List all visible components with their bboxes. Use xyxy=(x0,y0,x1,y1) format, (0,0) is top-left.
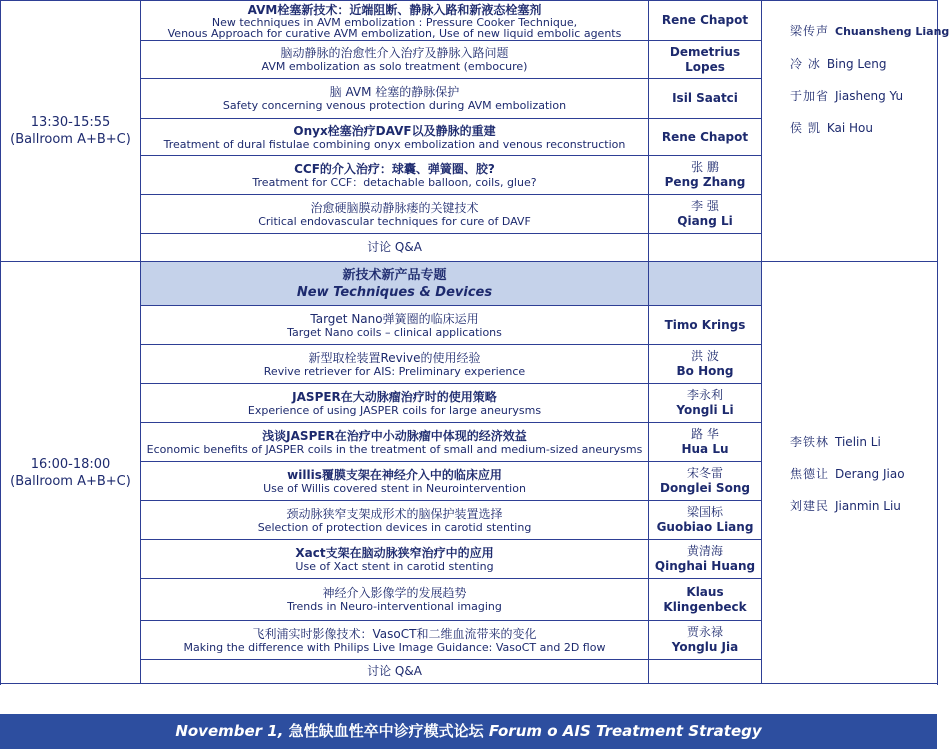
speaker-name: Bo Hong xyxy=(676,364,734,378)
talk-speaker xyxy=(649,306,762,345)
talk-speaker xyxy=(649,195,762,234)
table-row xyxy=(1,1,938,41)
talk-title-en: Use of Willis covered stent in Neurointervention xyxy=(263,481,526,495)
moderator: 刘建民 Jianmin Liu xyxy=(790,499,901,513)
session1-time-cell xyxy=(1,1,141,262)
talk-topic xyxy=(141,156,649,195)
talk-topic xyxy=(141,119,649,156)
talk-title-cn: 颈动脉狭窄支架成形术的脑保护装置选择 xyxy=(286,506,503,521)
talk-topic xyxy=(141,621,649,660)
banner-title-cn: 急性缺血性卒中诊疗模式论坛 xyxy=(288,722,484,740)
speaker-name: Yonglu Jia xyxy=(671,640,739,654)
section-heading-speaker xyxy=(649,262,762,306)
next-day-banner xyxy=(0,714,937,749)
qa-cell xyxy=(141,660,649,684)
talk-speaker xyxy=(649,1,762,41)
speaker-name: Qinghai Huang xyxy=(654,559,756,573)
talk-topic xyxy=(141,1,649,41)
speaker-name: Timo Krings xyxy=(664,317,746,332)
talk-title-en: AVM embolization as solo treatment (embocure) xyxy=(261,60,528,73)
talk-title-en: Safety concerning venous protection during AVM embolization xyxy=(222,99,567,112)
empty-speaker-cell xyxy=(649,660,762,684)
qa-label: 讨论 Q&A xyxy=(367,240,422,254)
speaker-name-cn: 路 华 xyxy=(691,427,719,441)
talk-speaker xyxy=(649,79,762,119)
talk-topic xyxy=(141,501,649,540)
talk-topic xyxy=(141,41,649,79)
talk-speaker xyxy=(649,540,762,579)
talk-topic xyxy=(141,306,649,345)
speaker-name: Rene Chapot xyxy=(661,129,749,144)
speaker-name: Donglei Song xyxy=(660,481,750,495)
section-heading-en: New Techniques & Devices xyxy=(296,284,493,300)
talk-title-cn: 脑动静脉的治愈性介入治疗及静脉入路问题 xyxy=(280,46,509,60)
talk-title-cn: AVM栓塞新技术：近端阻断、静脉入路和新液态栓塞剂 xyxy=(247,2,542,17)
talk-speaker xyxy=(649,119,762,156)
talk-topic xyxy=(141,462,649,501)
speaker-name: Isil Saatci xyxy=(672,91,738,105)
session-room: (Ballroom A+B+C) xyxy=(10,132,131,147)
talk-speaker xyxy=(649,621,762,660)
talk-title-en: Trends in Neuro-interventional imaging xyxy=(287,600,502,613)
speaker-name-cn: 李永利 xyxy=(686,388,723,402)
table-row xyxy=(1,262,938,306)
talk-title-en: Treatment for CCF：detachable balloon, coils, glue? xyxy=(252,175,537,189)
moderator: 冷 冰 Bing Leng xyxy=(790,57,887,71)
qa-label: 讨论 Q&A xyxy=(367,664,422,678)
talk-title-cn: 飞利浦实时影像技术：VasoCT和二维血流带来的变化 xyxy=(252,626,537,641)
talk-title-en-line2: Venous Approach for curative AVM embolization, Use of new liquid embolic agents xyxy=(167,26,622,40)
talk-title-cn: 治愈硬脑膜动静脉瘘的关键技术 xyxy=(310,200,479,215)
speaker-name-cn: 梁国标 xyxy=(686,505,723,519)
talk-topic xyxy=(141,79,649,119)
empty-speaker-cell xyxy=(649,234,762,262)
talk-speaker xyxy=(649,501,762,540)
moderator: 焦德让 Derang Jiao xyxy=(790,467,905,481)
session-room: (Ballroom A+B+C) xyxy=(10,473,131,489)
talk-title-en: Critical endovascular techniques for cure of DAVF xyxy=(258,214,531,228)
talk-title-cn: CCF的介入治疗：球囊、弹簧圈、胶? xyxy=(294,161,495,176)
talk-title-en: New techniques in AVM embolization : Pressure Cooker Technique, xyxy=(211,15,578,29)
talk-speaker xyxy=(649,156,762,195)
speaker-name: Qiang Li xyxy=(677,214,733,228)
speaker-name-cn: 贾永禄 xyxy=(686,625,723,639)
talk-topic xyxy=(141,540,649,579)
talk-title-en: Making the difference with Philips Live Image Guidance: VasoCT and 2D flow xyxy=(183,640,606,654)
qa-cell xyxy=(141,234,649,262)
talk-title-cn: Target Nano弹簧圈的临床运用 xyxy=(310,311,479,326)
moderator: 李铁林 Tielin Li xyxy=(790,435,881,449)
talk-title-en: Target Nano coils – clinical applications xyxy=(287,325,502,339)
speaker-name: Peng Zhang xyxy=(664,175,746,189)
speaker-name: Hua Lu xyxy=(681,442,729,456)
speaker-name: Klaus Klingenbeck xyxy=(663,584,747,614)
talk-title-cn: Xact支架在脑动脉狭窄治疗中的应用 xyxy=(295,545,494,560)
talk-speaker xyxy=(649,41,762,79)
talk-speaker xyxy=(649,462,762,501)
moderator: 于加省 Jiasheng Yu xyxy=(790,89,904,103)
speaker-name: Rene Chapot xyxy=(661,13,749,27)
talk-topic xyxy=(141,384,649,423)
talk-speaker xyxy=(649,423,762,462)
speaker-name: Yongli Li xyxy=(676,403,734,417)
banner-title-en: Forum o AIS Treatment Strategy xyxy=(488,722,762,740)
talk-title-cn: 新型取栓装置Revive的使用经验 xyxy=(308,350,481,365)
section-heading-cn: 新技术新产品专题 xyxy=(342,267,447,283)
talk-title-en: Use of Xact stent in carotid stenting xyxy=(295,559,494,573)
speaker-name-cn: 黄清海 xyxy=(686,544,723,558)
session1-moderators xyxy=(762,1,949,262)
talk-title-en: Selection of protection devices in carotid stenting xyxy=(257,520,532,534)
talk-title-cn: 脑 AVM 栓塞的静脉保护 xyxy=(329,85,460,99)
banner-date: November 1, xyxy=(175,722,284,740)
talk-topic xyxy=(141,195,649,234)
talk-title-cn: 浅谈JASPER在治疗中小动脉瘤中体现的经济效益 xyxy=(262,428,527,443)
section-heading xyxy=(141,262,649,306)
talk-title-en: Revive retriever for AIS: Preliminary experience xyxy=(263,364,526,378)
talk-title-cn: JASPER在大动脉瘤治疗时的使用策略 xyxy=(292,389,497,404)
session2-time-cell xyxy=(1,262,141,684)
moderator: 侯 凯 Kai Hou xyxy=(790,121,873,135)
session-time: 16:00-18:00 xyxy=(30,456,111,472)
speaker-name: Demetrius Lopes xyxy=(669,44,741,74)
speaker-name-cn: 李 强 xyxy=(691,199,719,213)
talk-title-cn: 神经介入影像学的发展趋势 xyxy=(322,586,467,600)
talk-title-en: Economic benefits of JASPER coils in the treatment of small and medium-sized aneurysms xyxy=(146,442,643,456)
talk-title-cn: willis覆膜支架在神经介入中的临床应用 xyxy=(287,467,502,482)
talk-title-cn: Onyx栓塞治疗DAVF以及静脉的重建 xyxy=(293,123,496,138)
session-time: 13:30-15:55 xyxy=(30,115,111,130)
talk-title-en: Experience of using JASPER coils for large aneurysms xyxy=(247,403,542,417)
speaker-name-cn: 宋冬雷 xyxy=(686,466,723,480)
speaker-name: Guobiao Liang xyxy=(656,520,754,534)
session2-moderators xyxy=(762,262,938,684)
talk-topic xyxy=(141,345,649,384)
moderator: 梁传声 Chuansheng Liang xyxy=(790,24,949,38)
talk-speaker xyxy=(649,579,762,621)
talk-title-en: Treatment of dural fistulae combining onyx embolization and venous reconstruction xyxy=(163,137,626,151)
talk-speaker xyxy=(649,384,762,423)
talk-speaker xyxy=(649,345,762,384)
talk-topic xyxy=(141,423,649,462)
speaker-name-cn: 张 鹏 xyxy=(691,160,719,174)
talk-topic xyxy=(141,579,649,621)
speaker-name-cn: 洪 波 xyxy=(691,349,719,363)
